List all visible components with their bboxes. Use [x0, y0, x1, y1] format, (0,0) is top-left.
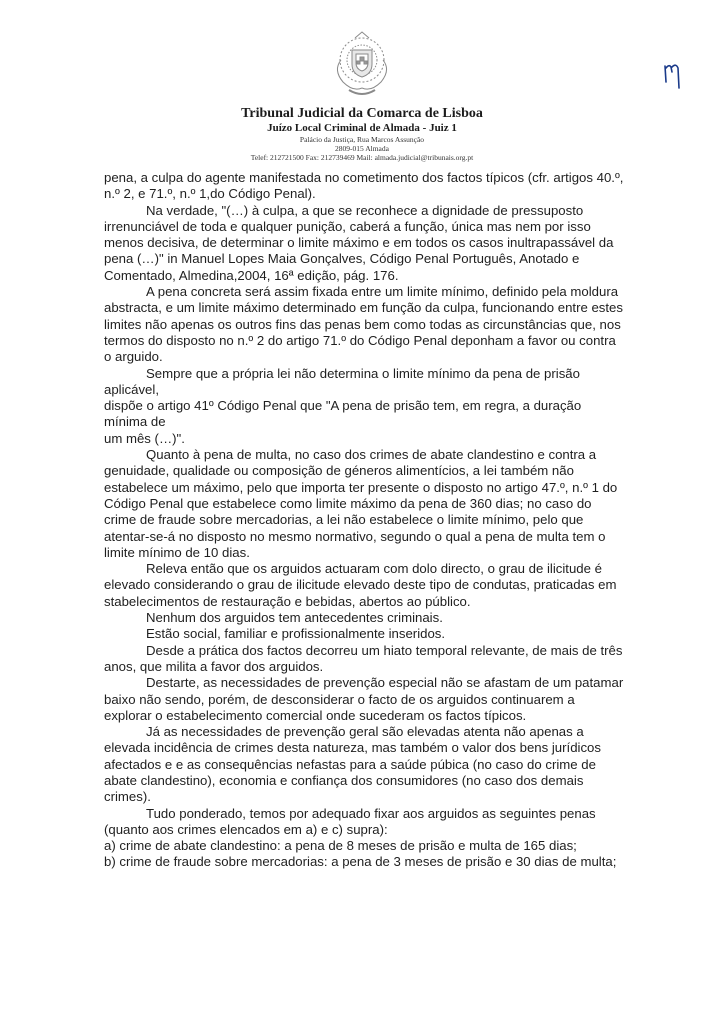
address-line: Palácio da Justiça, Rua Marcos Assunção [299, 135, 425, 144]
paragraph: Estão social, familiar e profissionalmente inseridos. [146, 626, 446, 642]
paragraph: pena, a culpa do agente manifestada no cometimento dos factos típicos (cfr. artigos 40.º, n.º 2, e 71.º, n.º 1,do Código Penal). [104, 170, 624, 202]
list-item: a) crime de abate clandestino: a pena de 8 meses de prisão e multa de 165 dias; [104, 838, 577, 854]
paragraph: Tudo ponderado, temos por adequado fixar aos arguidos as seguintes penas (quanto aos crimes elencados em a) e c) supra): [104, 805, 596, 837]
penalty-list [104, 838, 624, 871]
court-name: Tribunal Judicial da Comarca de Lisboa [241, 106, 483, 121]
paragraph: dispõe o artigo 41º Código Penal que "A pena de prisão tem, em regra, a duração mínima de [104, 398, 582, 430]
paragraph: um mês (…)". [104, 430, 185, 446]
paragraph: Desde a prática dos factos decorreu um hiato temporal relevante, de mais de três anos, que milita a favor dos arguidos. [104, 642, 623, 674]
postal-line: 2809-015 Almada [335, 144, 389, 153]
coat-of-arms-icon [319, 30, 405, 100]
paragraph: Releva então que os arguidos actuaram com dolo directo, o grau de ilicitude é elevado considerando o grau de ilicitude elevado deste tipo de condutas, praticadas em stabelecimentos de restauração e bebidas, abertos ao público. [104, 561, 617, 609]
paragraph: Destarte, as necessidades de prevenção especial não se afastam de um patamar baixo não sendo, porém, de desconsiderar o facto de os arguidos continuarem a explorar o estabelecimento comercial onde sucederam os factos típicos. [104, 675, 624, 723]
paragraph: Nenhum dos arguidos tem antecedentes criminais. [146, 610, 443, 626]
document-header [0, 30, 724, 162]
paragraph: A pena concreta será assim fixada entre um limite mínimo, definido pela moldura abstracta, e um limite máximo determinado em função da culpa, funcionando entre estes limites não apenas os outros fins das penas bem como todas as circunstâncias que, nos termos do disposto no n.º 2 do artigo 71.º do Código Penal deponham a favor ou contra o arguido. [104, 284, 623, 365]
document-body [104, 170, 624, 871]
list-item: b) crime de fraude sobre mercadorias: a pena de 3 meses de prisão e 30 dias de multa; [104, 854, 617, 870]
paragraph: Quanto à pena de multa, no caso dos crimes de abate clandestino e contra a genuidade, qualidade ou composição de géneros alimentícios, a lei também não estabelece um máximo, pelo que importa ter presente o disposto no artigo 47.º, n.º 1 do Código Penal que estabelece como limite máximo da pena de 360 dias; no caso do crime de fraude sobre mercadorias, a lei não estabelece o limite mínimo, pelo que atentar-se-á no disposto no mesmo normativo, segundo o qual a pena de multa tem o limite mínimo de 10 dias. [104, 447, 618, 560]
paragraph: Já as necessidades de prevenção geral são elevadas atenta não apenas a elevada incidência de crimes desta natureza, mas também o valor dos bens jurídicos afectados e e as consequências nefastas para a saúde púbica (no caso do crime de abate clandestino), economia e confiança dos consumidores (no caso dos demais crimes). [104, 724, 601, 805]
paragraph: Na verdade, "(…) à culpa, a que se reconhece a dignidade de pressuposto irrenunciável de toda e qualquer punição, caberá a função, única mas nem por isso menos decisiva, de determinar o limite máximo e em todos os casos inultrapassável da pena (…)" in Manuel Lopes Maia Gonçalves, Código Penal Português, Anotado e Comentado, Almedina,2004, 16ª edição, pág. 176. [104, 202, 614, 283]
paragraph: Sempre que a própria lei não determina o limite mínimo da pena de prisão aplicável, [104, 365, 580, 397]
court-section: Juízo Local Criminal de Almada - Juiz 1 [267, 122, 457, 134]
contacts-line: Telef: 212721500 Fax: 212739469 Mail: almada.judicial@tribunais.org.pt [250, 153, 474, 162]
handwritten-page-number [662, 58, 688, 90]
